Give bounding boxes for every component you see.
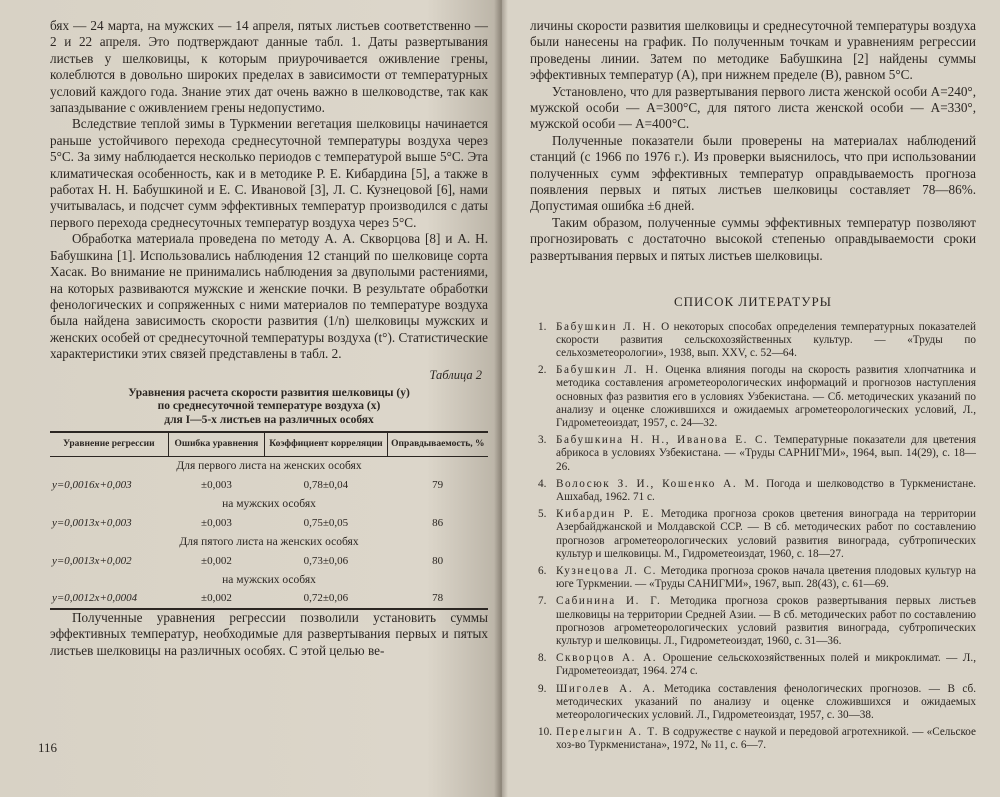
reference-item — [530, 726, 976, 752]
justification-cell: 79 — [432, 478, 444, 491]
references-list — [530, 321, 976, 753]
reference-item — [530, 434, 976, 474]
table-header-cell: Коэффициент корреляции — [265, 432, 388, 457]
reference-item — [530, 508, 976, 561]
right-text-column — [530, 18, 976, 757]
reference-text: Методика прогноза сроков развертывания первых листьев шелковицы на территории Средней Азии. — В сб. методических работ по составлению прогнозов агрометеорологических условий развития винограда, субтропических культур и шелковицы. Л., Гидрометеоиздат, 1960, с. 31—36. — [556, 595, 976, 647]
reference-author: Бабушкин Л. Н. — [556, 320, 657, 333]
reference-item — [530, 364, 976, 430]
table-row — [50, 514, 488, 533]
table-group-label: на мужских особях — [222, 573, 316, 586]
table-title — [50, 387, 488, 428]
reference-number: 9. — [538, 682, 547, 695]
error-cell: ±0,003 — [201, 516, 232, 529]
table-header-cell: Уравнение регрессии — [50, 432, 168, 457]
reference-number: 10. — [538, 726, 552, 739]
reference-number: 3. — [538, 434, 547, 447]
table-header-cell: Оправдываемость, % — [387, 432, 488, 457]
reference-number: 6. — [538, 564, 547, 577]
paragraph-3: Полученные показатели были проверены на материалах наблюдений станций (с 1966 по 1976 г.). Из проверки выяснилось, что при использовании полученных сумм эффективных температур оправдываемость прогноза появления первых и пятых листьев шелковицы составляет 78—86%. Допустимая ошибка ±6 дней. — [530, 132, 976, 214]
correlation-cell: 0,75±0,05 — [303, 516, 349, 529]
reference-author: Перелыгин А. Т. — [556, 726, 660, 739]
reference-item — [530, 565, 976, 591]
paragraph-1: личины скорости развития шелковицы и среднесуточной температуры воздуха были нанесены на график. По полученным точкам и уравнениям регрессии проведены линии. Затем по методике Бабушкина [2] найдены суммы эффективных температур (A), при нижнем пределе (B), равном 5°С. — [530, 18, 976, 83]
correlation-cell: 0,73±0,06 — [303, 554, 349, 567]
table-row — [50, 476, 488, 495]
equation-cell: y=0,0016x+0,003 — [52, 478, 132, 491]
error-cell: ±0,002 — [168, 590, 264, 609]
reference-text: Температурные показатели для цветения абрикоса в условиях Узбекистана. — «Труды САРНИГМИ», 1964, вып. 14(29), с. 18—26. — [556, 434, 976, 473]
correlation-cell: 0,78±0,04 — [303, 478, 349, 491]
paragraph-2: Установлено, что для развертывания первого листа женской особи A=240°, мужской особи — A=300°С, для пятого листа женской особи — A=330°, мужской особи — A=400°С. — [530, 83, 976, 132]
reference-number: 1. — [538, 320, 547, 333]
table-group-label: Для пятого листа на женских особях — [179, 535, 359, 548]
reference-author: Кибардин Р. Е. — [556, 508, 655, 521]
error-cell: ±0,003 — [201, 478, 232, 491]
reference-text: Методика прогноза сроков цветения винограда на территории Азербайджанской и Молдавской ССР. — В сб. методических работ по составлению прогнозов агрометеорологических условий развития винограда, субтропических культур и шелковицы. М., Гидрометеоиздат, 1960, с. 18—27. — [556, 508, 977, 560]
page-number: 116 — [38, 740, 58, 755]
reference-number: 2. — [538, 364, 547, 377]
reference-author: Шиголев А. А. — [556, 682, 657, 695]
table-row — [50, 590, 488, 609]
reference-author: Кузнецова Л. С. — [556, 564, 658, 577]
table-caption: Таблица 2 — [429, 367, 482, 382]
table-group-label: Для первого листа на женских особях — [176, 460, 362, 473]
reference-item — [530, 321, 976, 361]
reference-number: 4. — [538, 477, 547, 490]
justification-cell: 86 — [432, 516, 444, 529]
references-title: СПИСОК ЛИТЕРАТУРЫ — [673, 294, 833, 310]
reference-item — [530, 652, 976, 678]
right-page — [502, 0, 1000, 797]
reference-item — [530, 683, 976, 723]
reference-text: О некоторых способах определения температурных показателей скорости развития сельскохозяйственных культур. — «Труды по сельхозметеорологии», 1938, вып. XXV, с. 52—64. — [556, 320, 976, 359]
reference-number: 5. — [538, 508, 547, 521]
paragraph-1: бях — 24 марта, на мужских — 14 апреля, пятых листьев соответственно — 2 и 22 апреля. Это подтверждают данные табл. 1. Даты развертывания листьев у шелковицы, к которым приурочивается оживление грены, колеблются в довольно широких пределах в зависимости от температурных условий каждого года. Знание этих дат очень важно в шелководстве, так как запаздывание с оживлением грены недопустимо. — [50, 18, 488, 116]
reference-author: Скворцов А. А. — [556, 652, 658, 665]
reference-author: Сабинина И. Г. — [556, 595, 662, 608]
reference-text: Оценка влияния погоды на скорость развития хлопчатника и методика составления агрометеорологических информаций и прогнозов наступления основных фаз развития его в условиях Узбекистана. — Сб. методических указаний по анализу и оценке сложившихся и ожидаемых агрометеорологических условий, Л., Гидрометеоиздат, 1957, с. 24—32. — [556, 364, 976, 429]
reference-text: Орошение сельскохозяйственных полей и микроклимат. — Л., Гидрометеоиздат, 1964. 274 с. — [556, 652, 976, 678]
reference-text: Погода и шелководство в Туркменистане. Ашхабад, 1962. 71 с. — [556, 477, 976, 503]
table-row — [50, 552, 488, 571]
paragraph-4: Таким образом, полученные суммы эффективных температур позволяют прогнозировать с достаточно высокой степенью оправдываемости сроки развертывания первых и пятых листьев шелковицы. — [530, 214, 976, 263]
error-cell: ±0,002 — [201, 554, 232, 567]
table-group-label: на мужских особях — [222, 497, 316, 510]
reference-text: Методика прогноза сроков начала цветения плодовых культур на юге Туркмении. — «Труды САНИГМИ», 1967, вып. 28(43), с. 61—69. — [556, 564, 976, 591]
reference-number: 7. — [538, 595, 547, 608]
justification-cell: 78 — [387, 590, 488, 609]
reference-author: Волосюк З. И., Кошенко А. М. — [556, 477, 761, 490]
table-title-line: по среднесуточной температуре воздуха (x) — [157, 400, 381, 413]
equation-cell: y=0,0012x+0,0004 — [50, 590, 168, 609]
reference-number: 8. — [538, 652, 547, 665]
table-title-line: для I—5-х листьев на различных особях — [164, 413, 374, 426]
table-header-cell: Ошибка уравнения — [168, 432, 264, 457]
paragraph-2: Вследствие теплой зимы в Туркмении вегетация шелковицы начинается раньше устойчивого перехода среднесуточной температуры воздуха через 5°С. За зиму наблюдается несколько периодов с температурой выше 5°С. Эта климатическая особенность, как и в методике Р. Е. Кибардина [5], а также в работах Н. Н. Бабушкиной и Е. С. Ивановой [3], Л. С. Кузнецовой [6], нами учитывалась, и подсчет сумм эффективных температур производился с даты первого перехода среднесуточных температур воздуха через 5°С. — [50, 116, 488, 230]
regression-table — [50, 431, 488, 610]
reference-text: Методика составления фенологических прогнозов. — В сб. методических указаний по анализу и оценке сложившихся и ожидаемых метеорологических условий. Л., Гидрометеоиздат, 1957, с. 30—38. — [556, 682, 976, 721]
reference-author: Бабушкин Л. Н. — [556, 364, 660, 377]
justification-cell: 80 — [432, 554, 444, 567]
reference-text: В содружестве с наукой и передовой агротехникой. — «Сельское хоз-во Туркменистана», 1972, № 11, с. 6—7. — [556, 726, 977, 752]
book-gutter — [494, 0, 508, 797]
table-title-line: Уравнения расчета скорости развития шелковицы (y) — [128, 386, 410, 399]
paragraph-3: Обработка материала проведена по методу А. А. Скворцова [8] и А. Н. Бабушкина [1]. Использовались наблюдения 12 станций по шелковице сорта Хасак. Во внимание не принимались наблюдения за двуполыми растениями, на которых развиваются мужские и женские почки. В результате обработки фенологических и сопряженных с ними материалов по температуре воздуха была найдена зависимость скорости развития (1/n) шелковицы мужских и женских особей от среднесуточной температуры воздуха (t°). Статистические характеристики этих связей представлены в табл. 2. — [50, 231, 488, 362]
correlation-cell: 0,72±0,06 — [265, 590, 388, 609]
equation-cell: y=0,0013x+0,002 — [52, 554, 132, 567]
reference-item — [530, 595, 976, 648]
reference-item — [530, 478, 976, 504]
equation-cell: y=0,0013x+0,003 — [52, 516, 132, 529]
left-text-column — [50, 18, 488, 659]
paragraph-after-table: Полученные уравнения регрессии позволили установить суммы эффективных температур, необходимые для развертывания первых и пятых листьев шелковицы на различных особях. С этой целью ве- — [50, 609, 488, 658]
reference-author: Бабушкина Н. Н., Иванова Е. С. — [556, 434, 769, 447]
